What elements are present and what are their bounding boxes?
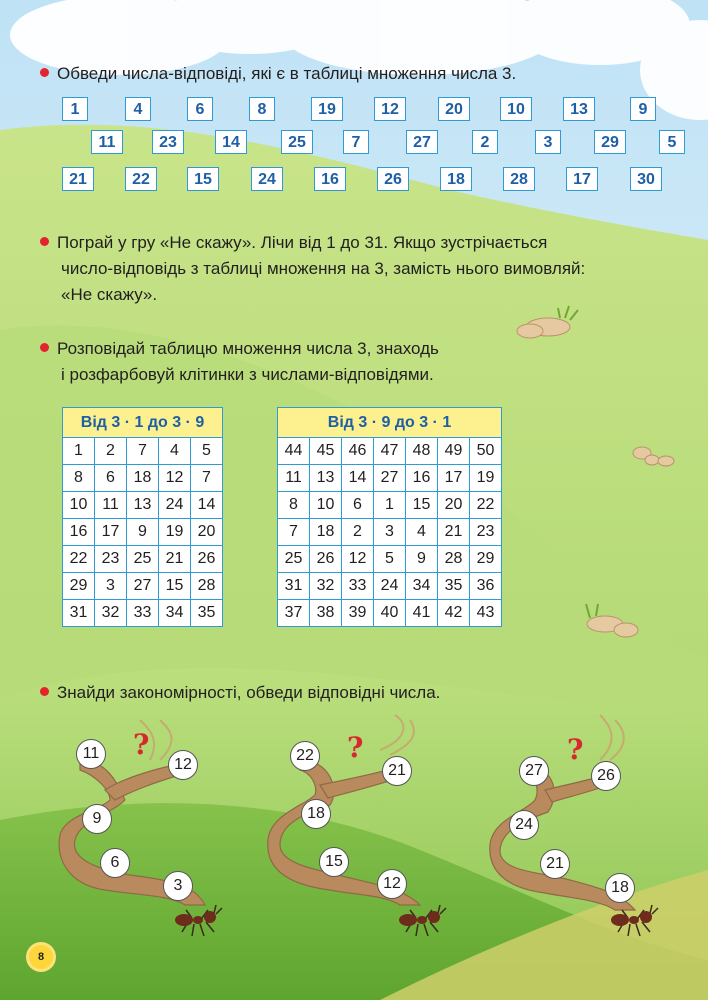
- path-3-number[interactable]: 24: [509, 810, 539, 840]
- table-cell[interactable]: 20: [191, 519, 223, 546]
- table-cell[interactable]: 43: [470, 600, 502, 627]
- table-cell[interactable]: 28: [191, 573, 223, 600]
- table-cell[interactable]: 40: [374, 600, 406, 627]
- number-box[interactable]: 10: [500, 97, 532, 121]
- table-left: [62, 407, 223, 627]
- path-2-number[interactable]: 12: [377, 869, 407, 899]
- number-box[interactable]: 3: [535, 130, 561, 154]
- bullet-icon: [40, 343, 49, 352]
- table-cell[interactable]: 13: [127, 492, 159, 519]
- path-1-number[interactable]: 12: [168, 750, 198, 780]
- table-cell[interactable]: 35: [191, 600, 223, 627]
- table-cell[interactable]: 4: [406, 519, 438, 546]
- path-2-number[interactable]: 18: [301, 799, 331, 829]
- table-cell[interactable]: 26: [191, 546, 223, 573]
- table-cell[interactable]: 21: [159, 546, 191, 573]
- table-cell[interactable]: 31: [63, 600, 95, 627]
- table-cell[interactable]: 12: [159, 465, 191, 492]
- table-cell[interactable]: 10: [63, 492, 95, 519]
- table-cell[interactable]: 3: [374, 519, 406, 546]
- table-right: [277, 407, 502, 627]
- table-cell[interactable]: 47: [374, 438, 406, 465]
- table-cell[interactable]: 45: [310, 438, 342, 465]
- question-mark-icon: ?: [133, 728, 150, 761]
- table-cell[interactable]: 33: [127, 600, 159, 627]
- ant-icon: [394, 902, 450, 942]
- table-cell[interactable]: 42: [438, 600, 470, 627]
- number-box[interactable]: 2: [472, 130, 498, 154]
- question-mark-icon: ?: [347, 731, 364, 764]
- table-cell[interactable]: 20: [438, 492, 470, 519]
- table-cell[interactable]: 23: [470, 519, 502, 546]
- table-cell[interactable]: 24: [159, 492, 191, 519]
- table-cell[interactable]: 34: [406, 573, 438, 600]
- table-row: [278, 546, 502, 573]
- table-cell[interactable]: 7: [127, 438, 159, 465]
- table-row: [278, 492, 502, 519]
- table-cell[interactable]: 29: [63, 573, 95, 600]
- table-cell[interactable]: 14: [191, 492, 223, 519]
- bullet-icon: [40, 687, 49, 696]
- path-1-number[interactable]: 11: [76, 739, 106, 769]
- table-row: [278, 519, 502, 546]
- table-cell[interactable]: 22: [63, 546, 95, 573]
- path-1-number[interactable]: 9: [82, 804, 112, 834]
- table-cell[interactable]: 5: [374, 546, 406, 573]
- table-right-title: Від 3 · 9 до 3 · 1: [278, 408, 502, 438]
- table-cell[interactable]: 12: [342, 546, 374, 573]
- table-cell[interactable]: 49: [438, 438, 470, 465]
- task-1-text: Обведи числа-відповіді, які є в таблиці множення числа 3.: [57, 64, 517, 83]
- page-number: 8: [29, 945, 53, 969]
- table-cell[interactable]: 11: [95, 492, 127, 519]
- table-cell[interactable]: 32: [310, 573, 342, 600]
- number-box[interactable]: 13: [563, 97, 595, 121]
- table-cell[interactable]: 6: [342, 492, 374, 519]
- ant-icon: [606, 902, 662, 942]
- task-2-line-2: число-відповідь з таблиці множення на 3, замість нього вимовляй:: [61, 259, 586, 278]
- number-box[interactable]: 20: [438, 97, 470, 121]
- path-1-number[interactable]: 6: [100, 848, 130, 878]
- table-cell[interactable]: 29: [470, 546, 502, 573]
- number-box[interactable]: 4: [125, 97, 151, 121]
- task-2-line-3: «Не скажу».: [61, 285, 158, 304]
- table-row: [63, 465, 223, 492]
- table-row: [278, 573, 502, 600]
- table-cell[interactable]: 1: [63, 438, 95, 465]
- table-cell[interactable]: 19: [470, 465, 502, 492]
- table-cell[interactable]: 44: [278, 438, 310, 465]
- table-cell[interactable]: 15: [159, 573, 191, 600]
- number-box[interactable]: 16: [314, 167, 346, 191]
- table-cell[interactable]: 21: [438, 519, 470, 546]
- table-row: [63, 438, 223, 465]
- task-3-line-2: і розфарбовуй клітинки з числами-відповідями.: [61, 365, 434, 384]
- path-1-number[interactable]: 3: [163, 871, 193, 901]
- number-box[interactable]: 19: [311, 97, 343, 121]
- table-cell[interactable]: 2: [342, 519, 374, 546]
- number-box[interactable]: 22: [125, 167, 157, 191]
- table-cell[interactable]: 46: [342, 438, 374, 465]
- table-row: [63, 573, 223, 600]
- bullet-icon: [40, 237, 49, 246]
- bullet-icon: [40, 68, 49, 77]
- table-cell[interactable]: 19: [159, 519, 191, 546]
- table-cell[interactable]: 38: [310, 600, 342, 627]
- number-box[interactable]: 29: [594, 130, 626, 154]
- table-cell[interactable]: 6: [95, 465, 127, 492]
- number-box[interactable]: 27: [406, 130, 438, 154]
- path-3-number[interactable]: 21: [540, 849, 570, 879]
- path-2-number[interactable]: 15: [319, 847, 349, 877]
- table-cell[interactable]: 5: [191, 438, 223, 465]
- table-row: [63, 546, 223, 573]
- ant-icon: [170, 902, 226, 942]
- table-cell[interactable]: 23: [95, 546, 127, 573]
- table-cell[interactable]: 28: [438, 546, 470, 573]
- task-4: [40, 680, 440, 706]
- number-box[interactable]: 23: [152, 130, 184, 154]
- path-3-number[interactable]: 26: [591, 761, 621, 791]
- table-cell[interactable]: 17: [95, 519, 127, 546]
- number-box[interactable]: 5: [659, 130, 685, 154]
- table-cell[interactable]: 25: [127, 546, 159, 573]
- number-box[interactable]: 24: [251, 167, 283, 191]
- number-box[interactable]: 7: [343, 130, 369, 154]
- number-box[interactable]: 17: [566, 167, 598, 191]
- table-cell[interactable]: 3: [95, 573, 127, 600]
- table-cell[interactable]: 36: [470, 573, 502, 600]
- table-row: [278, 438, 502, 465]
- task-3: [40, 336, 439, 388]
- number-box[interactable]: 8: [249, 97, 275, 121]
- table-cell[interactable]: 16: [406, 465, 438, 492]
- table-cell[interactable]: 18: [127, 465, 159, 492]
- number-box[interactable]: 21: [62, 167, 94, 191]
- path-3-number[interactable]: 18: [605, 873, 635, 903]
- table-cell[interactable]: 27: [374, 465, 406, 492]
- table-cell[interactable]: 13: [310, 465, 342, 492]
- table-cell[interactable]: 15: [406, 492, 438, 519]
- table-cell[interactable]: 18: [310, 519, 342, 546]
- number-box[interactable]: 28: [503, 167, 535, 191]
- table-cell[interactable]: 41: [406, 600, 438, 627]
- table-cell[interactable]: 7: [191, 465, 223, 492]
- table-row: [63, 600, 223, 627]
- task-4-text: Знайди закономірності, обведи відповідні числа.: [57, 683, 441, 702]
- table-cell[interactable]: 9: [406, 546, 438, 573]
- task-3-line-1: Розповідай таблицю множення числа 3, знаходь: [57, 339, 439, 358]
- table-cell[interactable]: 25: [278, 546, 310, 573]
- number-box[interactable]: 25: [281, 130, 313, 154]
- table-cell[interactable]: 26: [310, 546, 342, 573]
- table-cell[interactable]: 10: [310, 492, 342, 519]
- table-cell[interactable]: 37: [278, 600, 310, 627]
- task-2-line-1: Пограй у гру «Не скажу». Лічи від 1 до 31. Якщо зустрічається: [57, 233, 548, 252]
- table-cell[interactable]: 4: [159, 438, 191, 465]
- path-2-number[interactable]: 22: [290, 741, 320, 771]
- number-box[interactable]: 14: [215, 130, 247, 154]
- table-row: [278, 465, 502, 492]
- number-box[interactable]: 15: [187, 167, 219, 191]
- table-cell[interactable]: 22: [470, 492, 502, 519]
- number-box[interactable]: 9: [630, 97, 656, 121]
- table-cell[interactable]: 50: [470, 438, 502, 465]
- table-cell[interactable]: 34: [159, 600, 191, 627]
- table-row: [63, 519, 223, 546]
- path-3-number[interactable]: 27: [519, 756, 549, 786]
- table-cell[interactable]: 27: [127, 573, 159, 600]
- table-row: [63, 492, 223, 519]
- table-cell[interactable]: 24: [374, 573, 406, 600]
- path-2-number[interactable]: 21: [382, 756, 412, 786]
- table-cell[interactable]: 8: [278, 492, 310, 519]
- number-box[interactable]: 26: [377, 167, 409, 191]
- table-cell[interactable]: 9: [127, 519, 159, 546]
- table-cell[interactable]: 7: [278, 519, 310, 546]
- table-left-title: Від 3 · 1 до 3 · 9: [63, 408, 223, 438]
- question-mark-icon: ?: [567, 733, 584, 766]
- table-cell[interactable]: 11: [278, 465, 310, 492]
- task-1: [40, 61, 516, 87]
- number-box[interactable]: 6: [187, 97, 213, 121]
- table-cell[interactable]: 31: [278, 573, 310, 600]
- number-box[interactable]: 11: [91, 130, 123, 154]
- table-cell[interactable]: 2: [95, 438, 127, 465]
- table-cell[interactable]: 39: [342, 600, 374, 627]
- number-box[interactable]: 30: [630, 167, 662, 191]
- table-cell[interactable]: 48: [406, 438, 438, 465]
- table-cell[interactable]: 16: [63, 519, 95, 546]
- table-cell[interactable]: 33: [342, 573, 374, 600]
- number-box[interactable]: 18: [440, 167, 472, 191]
- table-cell[interactable]: 8: [63, 465, 95, 492]
- table-cell[interactable]: 32: [95, 600, 127, 627]
- table-cell[interactable]: 17: [438, 465, 470, 492]
- task-2: [40, 230, 585, 308]
- table-cell[interactable]: 1: [374, 492, 406, 519]
- table-cell[interactable]: 14: [342, 465, 374, 492]
- table-row: [278, 600, 502, 627]
- number-box[interactable]: 12: [374, 97, 406, 121]
- number-box[interactable]: 1: [62, 97, 88, 121]
- table-cell[interactable]: 35: [438, 573, 470, 600]
